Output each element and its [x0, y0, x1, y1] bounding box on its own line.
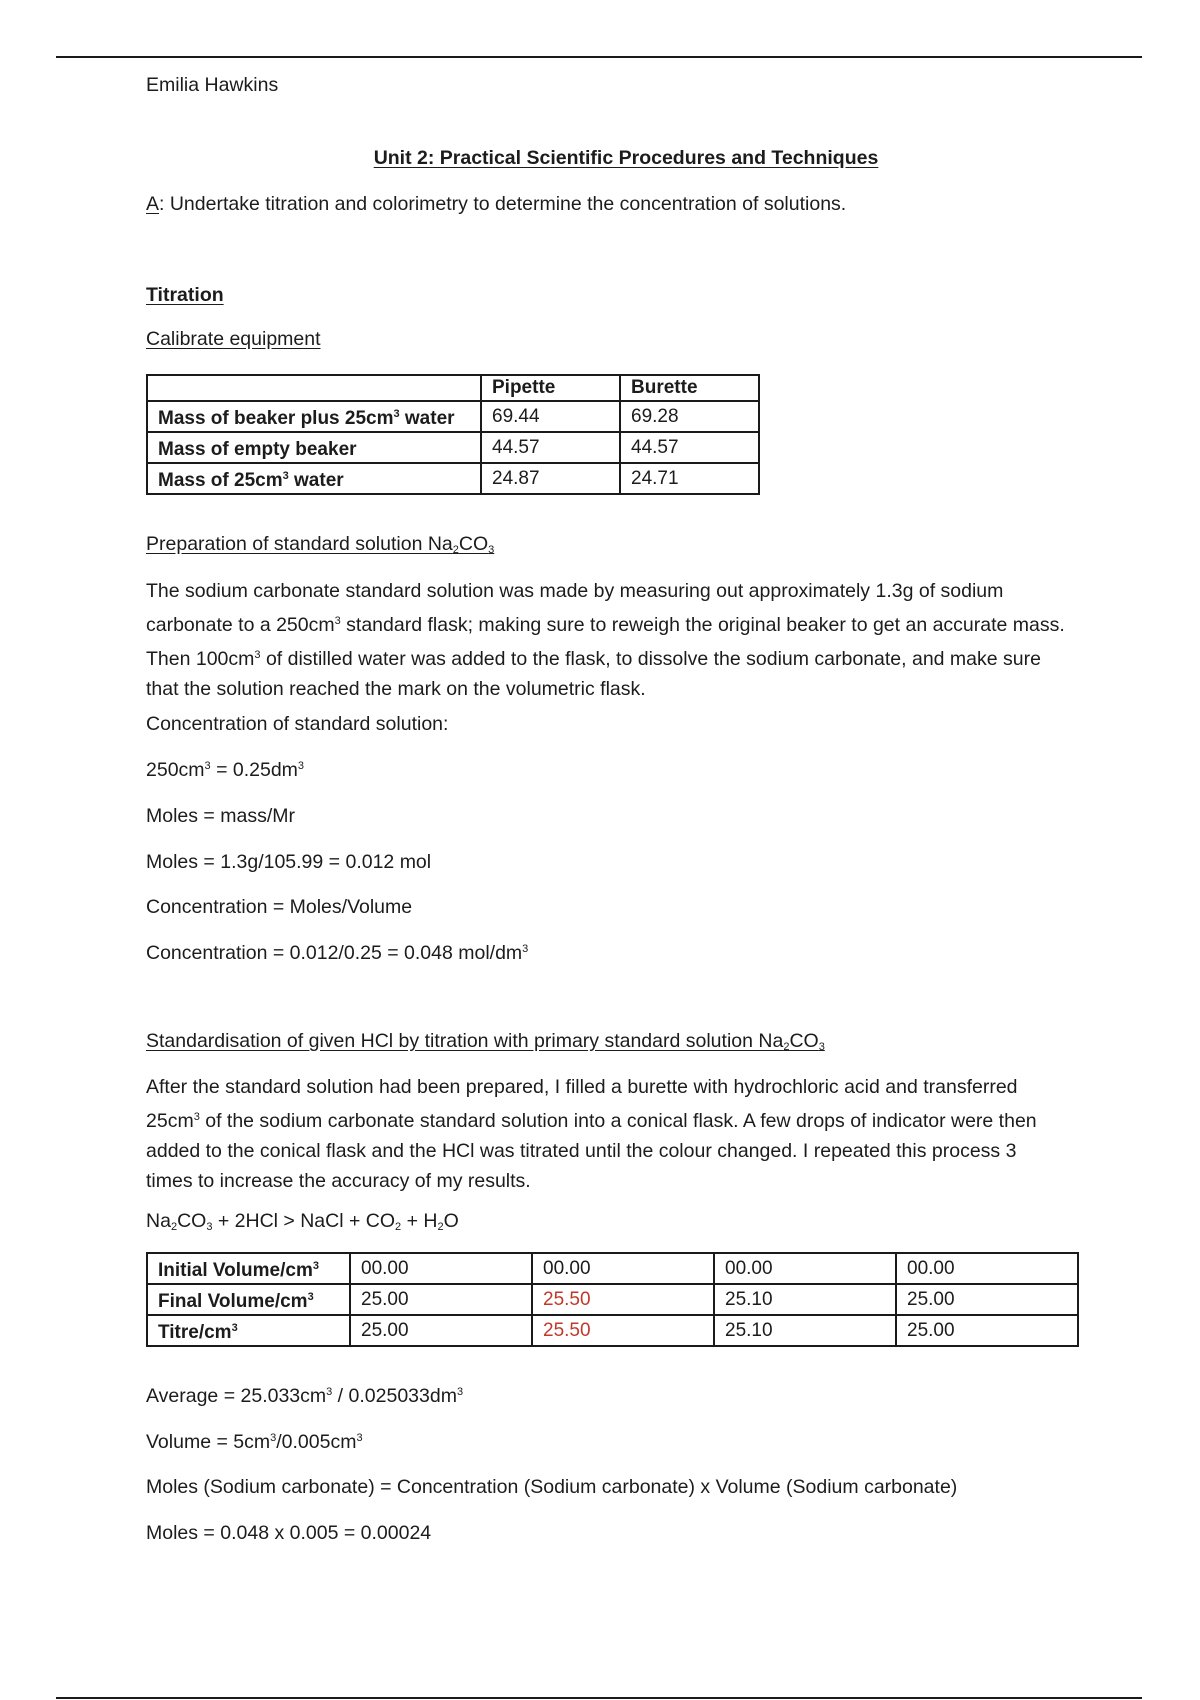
titre-row-label: Initial Volume/$cm^3$	[147, 1253, 350, 1284]
titre-table	[146, 1252, 1079, 1347]
calibration-header-blank	[147, 375, 481, 401]
concentration-calculation: Concentration = 0.012/0.25 = 0.048 mol/$dm^3$	[146, 942, 529, 964]
average-titre: Average = $25.033cm^3 / 0.025033dm^3$	[146, 1385, 464, 1407]
calibrate-heading: Calibrate equipment	[146, 328, 321, 350]
calibration-row-label: Mass of $25cm^3$ water	[147, 463, 481, 494]
titre-value: 00.00	[532, 1253, 714, 1284]
preparation-heading: Preparation of standard solution $Na_2CO_3$	[146, 533, 495, 556]
calibration-row	[147, 432, 759, 463]
titre-row	[147, 1253, 1078, 1284]
calibration-burette-value: 69.28	[620, 401, 759, 432]
calibration-burette-value: 24.71	[620, 463, 759, 494]
calibration-header-row	[147, 375, 759, 401]
moles-formula: Moles = mass/Mr	[146, 805, 295, 827]
calibration-row-label: Mass of empty beaker	[147, 432, 481, 463]
titre-row	[147, 1315, 1078, 1346]
titre-value: 25.00	[350, 1284, 532, 1315]
calibration-pipette-value: 44.57	[481, 432, 620, 463]
calibration-header-pipette: Pipette	[481, 375, 620, 401]
calibration-table	[146, 374, 760, 495]
standardisation-paragraph: After the standard solution had been prepared, I filled a burette with hydrochloric acid and transferred $25cm^3$ of the sodium carbonate standard solution into a conical flask. A few drops of indicator were then added to the conical flask and the HCl was titrated until the colour changed. I repeated this process 3 times to increase the accuracy of my results.	[146, 1076, 1037, 1192]
titre-row-label: Titre/$cm^3$	[147, 1315, 350, 1346]
concentration-intro: Concentration of standard solution:	[146, 713, 449, 735]
calibration-row	[147, 401, 759, 432]
titre-value: 00.00	[896, 1253, 1078, 1284]
moles-calculation: Moles = 1.3g/105.99 = 0.012 mol	[146, 851, 432, 873]
titre-value: 00.00	[714, 1253, 896, 1284]
titre-value: 25.00	[896, 1315, 1078, 1346]
objective-text: : Undertake titration and colorimetry to determine the concentration of solutions.	[159, 193, 847, 215]
titre-value: 25.00	[896, 1284, 1078, 1315]
calibration-row-label: Mass of beaker plus $25cm^3$ water	[147, 401, 481, 432]
titre-row	[147, 1284, 1078, 1315]
calibration-pipette-value: 69.44	[481, 401, 620, 432]
titre-value: 25.10	[714, 1315, 896, 1346]
author-name: Emilia Hawkins	[146, 74, 279, 96]
titre-value: 25.10	[714, 1284, 896, 1315]
calibration-row	[147, 463, 759, 494]
titration-heading: Titration	[146, 284, 224, 306]
header-rule	[56, 56, 1142, 58]
calibration-pipette-value: 24.87	[481, 463, 620, 494]
calibration-header-burette: Burette	[620, 375, 759, 401]
volume-value: Volume = $5cm^3/0.005cm^3$	[146, 1431, 363, 1453]
titre-value: 00.00	[350, 1253, 532, 1284]
standardisation-heading: Standardisation of given HCl by titration with primary standard solution $Na_2CO_3$	[146, 1030, 825, 1053]
reaction-equation: $Na_2CO_3 + 2HCl$ > NaCl + $CO_2 + H_2O$	[146, 1210, 459, 1233]
preparation-paragraph: The sodium carbonate standard solution was made by measuring out approximately 1.3g of sodium carbonate to a $250cm^3$ standard flask; making sure to reweigh the original beaker to get an accurate mass. Then $100cm^3$ of distilled water was added to the flask, to dissolve the sodium carbonate, and make sure that the solution reached the mark on the volumetric flask.	[146, 580, 1065, 700]
objective	[146, 193, 846, 216]
concentration-formula: Concentration = Moles/Volume	[146, 896, 413, 918]
objective-letter: A	[146, 193, 160, 215]
titre-value-anomalous: 25.50	[532, 1315, 714, 1346]
titre-row-label: Final Volume/$cm^3$	[147, 1284, 350, 1315]
titre-value: 25.00	[350, 1315, 532, 1346]
titre-value-anomalous: 25.50	[532, 1284, 714, 1315]
moles-result: Moles = 0.048 x 0.005 = 0.00024	[146, 1522, 432, 1544]
volume-conversion: $250cm^3 = 0.25dm^3$	[146, 759, 305, 781]
calibration-burette-value: 44.57	[620, 432, 759, 463]
moles-definition: Moles (Sodium carbonate) = Concentration (Sodium carbonate) x Volume (Sodium carbonate)	[146, 1476, 958, 1498]
footer-rule	[56, 1697, 1142, 1699]
page-title: Unit 2: Practical Scientific Procedures and Techniques	[373, 147, 879, 169]
